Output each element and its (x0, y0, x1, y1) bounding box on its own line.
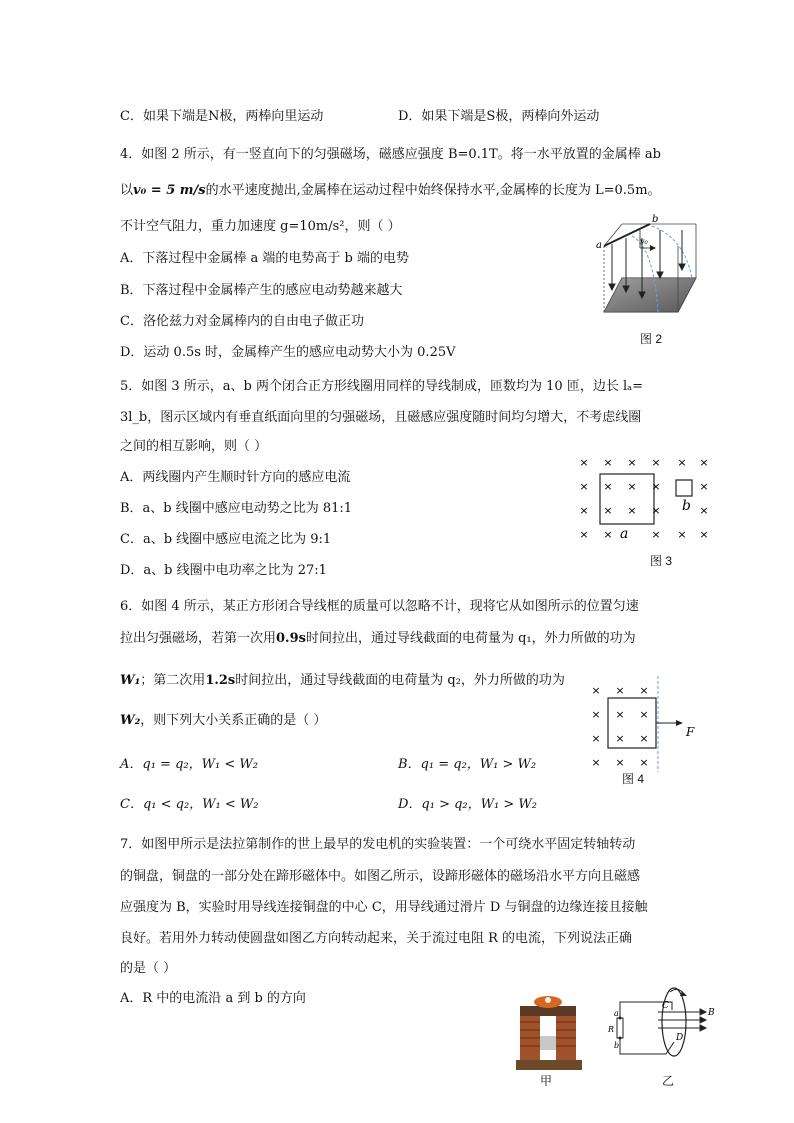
field-cross-mark: × (699, 504, 709, 517)
q7-stem-line5: 的是（ ） (120, 961, 177, 976)
field-cross-mark: × (603, 480, 613, 493)
field-cross-mark: × (579, 480, 589, 493)
figure-2 (592, 208, 702, 348)
figure-3 (574, 452, 714, 546)
figure-2-caption: 图 2 (640, 332, 663, 346)
field-cross-mark: × (591, 708, 601, 721)
field-cross-mark: × (627, 480, 637, 493)
q5-stem-line3: 之间的相互影响，则（ ） (120, 439, 268, 454)
q6-stem-line2 (120, 630, 636, 648)
q4-stem-line3: 不计空气阻力，重力加速度 g=10m/s²，则（ ） (120, 219, 401, 234)
fig4-label-F: F (686, 725, 695, 739)
field-cross-mark: × (627, 456, 637, 469)
q5-option-d: D．a、b 线圈中电功率之比为 27:1 (120, 563, 327, 578)
q6-option-d: D．q₁ > q₂，W₁ > W₂ (398, 797, 537, 812)
fig2-label-a: a (596, 240, 602, 251)
field-cross-mark: × (639, 708, 649, 721)
figure-yi-caption: 乙 (662, 1074, 675, 1088)
q6-stem-line4 (120, 712, 326, 730)
fig-yi-label-D: D (676, 1033, 684, 1043)
figure-3-caption: 图 3 (650, 554, 673, 568)
q5-option-b: B．a、b 线圈中感应电动势之比为 81:1 (120, 501, 353, 516)
q3-option-c: C．如果下端是N极，两棒向里运动 (120, 109, 324, 124)
fig-yi-label-R: R (608, 1025, 615, 1034)
field-cross-mark: × (627, 504, 637, 517)
q6-text: 拉出匀强磁场，若第一次用 (120, 631, 277, 646)
fig3-label-a: a (620, 526, 629, 542)
q5-option-c: C．a、b 线圈中感应电流之比为 9:1 (120, 532, 332, 547)
q7-stem-line2: 的铜盘，铜盘的一部分处在蹄形磁体中。如图乙所示，设蹄形磁体的磁场沿水平方向且磁感 (120, 869, 641, 884)
field-cross-mark: × (603, 528, 613, 541)
field-cross-mark: × (579, 456, 589, 469)
q5-stem-line2: 3l_b，图示区域内有垂直纸面向里的匀强磁场，且磁感应强度随时间均匀增大，不考虑线圈 (120, 410, 642, 425)
field-cross-mark: × (699, 456, 709, 469)
field-cross-mark: × (651, 528, 661, 541)
q7-stem-line3: 应强度为 B，实验时用导线连接铜盘的中心 C，用导线通过滑片 D 与铜盘的边缘连接且接触 (120, 900, 648, 915)
figure-yi-circuit (604, 982, 724, 1078)
field-cross-mark: × (677, 528, 687, 541)
field-cross-mark: × (615, 708, 625, 721)
figure-4 (588, 676, 708, 772)
q4-stem-line1: 4．如图 2 所示，有一竖直向下的匀强磁场，磁感应强度 B=0.1T。将一水平放置的金属棒 ab (120, 147, 661, 162)
field-cross-mark: × (615, 684, 625, 697)
fig-yi-label-a: a (614, 1009, 619, 1018)
field-cross-mark: × (639, 756, 649, 769)
fig2-label-v0: v₀ (640, 237, 648, 246)
field-cross-mark: × (639, 732, 649, 745)
q6-text: ；第二次用 (140, 673, 206, 688)
q6-stem-line3 (120, 672, 565, 690)
field-cross-mark: × (591, 684, 601, 697)
q3-option-d: D．如果下端是S极，两棒向外运动 (398, 109, 600, 124)
field-cross-mark: × (579, 504, 589, 517)
q6-option-c: C．q₁ < q₂，W₁ < W₂ (120, 797, 259, 812)
q7-option-a: A．R 中的电流沿 a 到 b 的方向 (120, 991, 306, 1006)
field-cross-mark: × (603, 456, 613, 469)
q6-w1: W₁ (120, 673, 141, 688)
figure-jia-caption: 甲 (540, 1074, 553, 1088)
q4-option-a: A．下落过程中金属棒 a 端的电势高于 b 端的电势 (120, 251, 409, 266)
fig-yi-label-b: b (614, 1041, 620, 1050)
figure-4-caption: 图 4 (622, 772, 645, 786)
field-cross-mark: × (639, 684, 649, 697)
field-cross-mark: × (591, 732, 601, 745)
q7-stem-line1: 7．如图甲所示是法拉第制作的世上最早的发电机的实验装置：一个可绕水平固定转轴转动 (120, 837, 636, 852)
q6-w2: W₂ (120, 713, 141, 728)
field-cross-mark: × (651, 504, 661, 517)
q4-text: 以 (120, 183, 134, 198)
field-cross-mark: × (699, 528, 709, 541)
q4-option-c: C．洛伦兹力对金属棒内的自由电子做正功 (120, 314, 364, 329)
q7-stem-line4: 良好。若用外力转动使圆盘如图乙方向转动起来，关于流过电阻 R 的电流，下列说法正确 (120, 931, 633, 946)
q4-velocity: v₀ = 5 m/s (133, 183, 206, 198)
fig-yi-label-B: B (708, 1008, 715, 1018)
q5-option-a: A．两线圈内产生顺时针方向的感应电流 (120, 470, 351, 485)
field-cross-mark: × (603, 504, 613, 517)
fig-yi-label-C: C (662, 1001, 669, 1011)
field-cross-mark: × (591, 756, 601, 769)
q6-time1: 0.9s (276, 631, 306, 646)
q6-stem-line1: 6．如图 4 所示，某正方形闭合导线框的质量可以忽略不计，现将它从如图所示的位置匀速 (120, 599, 639, 614)
figure-jia-apparatus (506, 994, 590, 1074)
q4-stem-line2 (120, 182, 661, 200)
field-cross-mark: × (615, 732, 625, 745)
field-cross-mark: × (651, 456, 661, 469)
q4-text: 的水平速度抛出,金属棒在运动过程中始终保持水平,金属棒的长度为 L=0.5m。 (205, 183, 661, 198)
q5-stem-line1: 5．如图 3 所示，a、b 两个闭合正方形线圈用同样的导线制成，匝数均为 10 匝，边长 lₐ= (120, 379, 644, 394)
q6-time2: 1.2s (205, 673, 236, 688)
field-cross-mark: × (677, 456, 687, 469)
fig3-label-b: b (682, 498, 691, 514)
q4-option-b: B．下落过程中金属棒产生的感应电动势越来越大 (120, 283, 403, 298)
q6-option-b: B．q₁ = q₂，W₁ > W₂ (398, 757, 537, 772)
q6-text: 时间拉出，通过导线截面的电荷量为 q₁，外力所做的功为 (305, 631, 636, 646)
q4-option-d: D．运动 0.5s 时，金属棒产生的感应电动势大小为 0.25V (120, 345, 456, 360)
q6-text: ，则下列大小关系正确的是（ ） (140, 713, 327, 728)
field-cross-mark: × (615, 756, 625, 769)
field-cross-mark: × (699, 480, 709, 493)
q6-text: 时间拉出，通过导线截面的电荷量为 q₂，外力所做的功为 (235, 673, 565, 688)
field-cross-mark: × (579, 528, 589, 541)
fig2-label-b: b (652, 214, 659, 225)
field-cross-mark: × (651, 480, 661, 493)
q6-option-a: A．q₁ = q₂，W₁ < W₂ (120, 757, 258, 772)
